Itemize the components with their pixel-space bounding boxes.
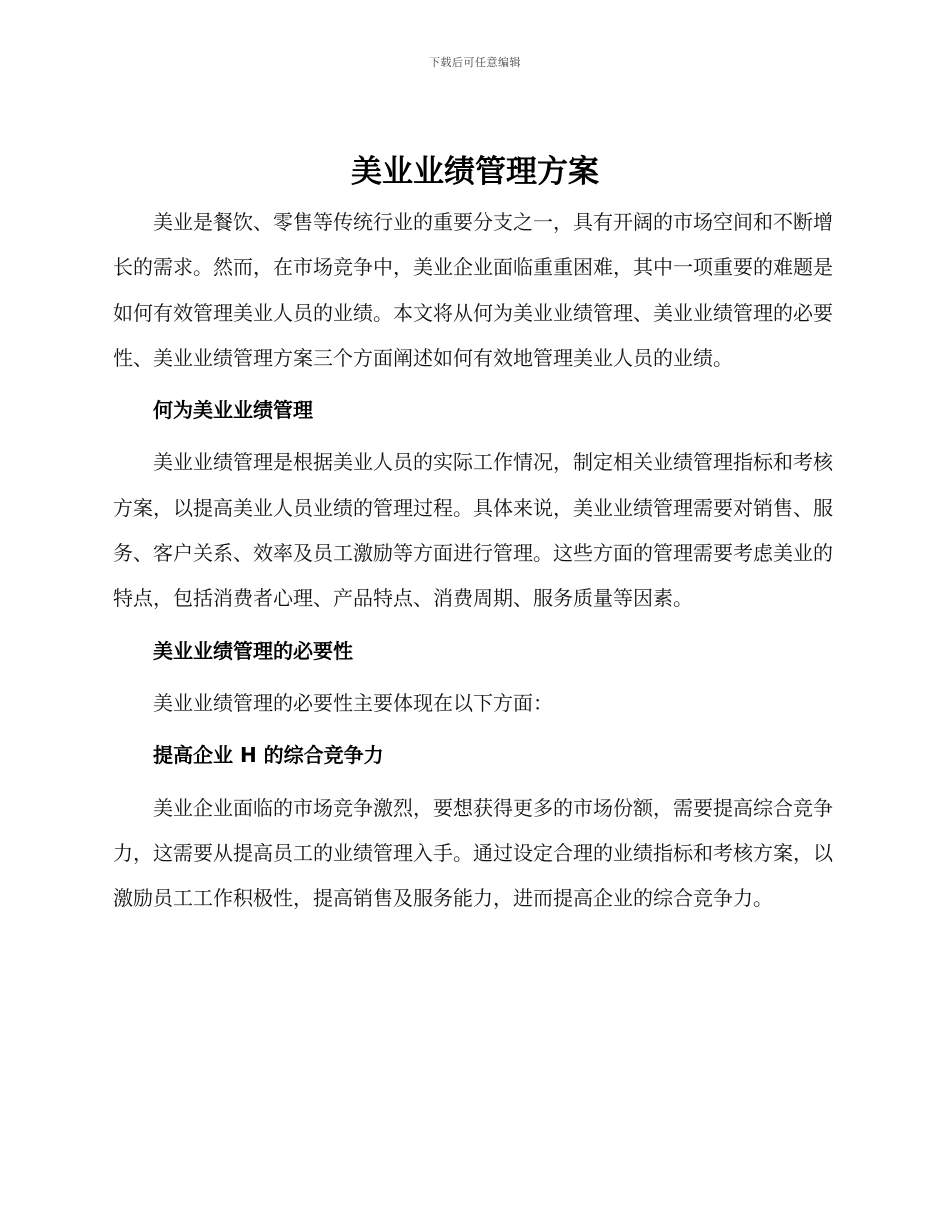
subsection-heading-competitiveness: 提高企业 H 的综合竞争力 [153, 743, 384, 768]
section-heading-necessity: 美业业绩管理的必要性 [153, 638, 353, 663]
definition-paragraph: 美业业绩管理是根据美业人员的实际工作情况，制定相关业绩管理指标和考核方案，以提高美业人员业绩的管理过程。具体来说，美业业绩管理需要对销售、服务、客户关系、效率及员工激励等方面进行管理。这些方面的管理需要考虑美业的特点，包括消费者心理、产品特点、消费周期、服务质量等因素。 [113, 450, 833, 611]
header-note: 下载后可任意编辑 [429, 56, 521, 69]
competitiveness-paragraph: 美业企业面临的市场竞争激烈，要想获得更多的市场份额，需要提高综合竞争力，这需要从提高员工的业绩管理入手。通过设定合理的业绩指标和考核方案，以激励员工工作积极性，提高销售及服务能力，进而提高企业的综合竞争力。 [113, 795, 833, 911]
section-heading-definition: 何为美业业绩管理 [153, 398, 313, 423]
document-body [113, 200, 833, 928]
document-title: 美业业绩管理方案 [351, 154, 599, 190]
necessity-intro-paragraph: 美业业绩管理的必要性主要体现在以下方面： [153, 690, 553, 715]
intro-paragraph: 美业是餐饮、零售等传统行业的重要分支之一，具有开阔的市场空间和不断增长的需求。然而，在市场竞争中，美业企业面临重重困难，其中一项重要的难题是如何有效管理美业人员的业绩。本文将从何为美业业绩管理、美业业绩管理的必要性、美业业绩管理方案三个方面阐述如何有效地管理美业人员的业绩。 [113, 210, 833, 370]
